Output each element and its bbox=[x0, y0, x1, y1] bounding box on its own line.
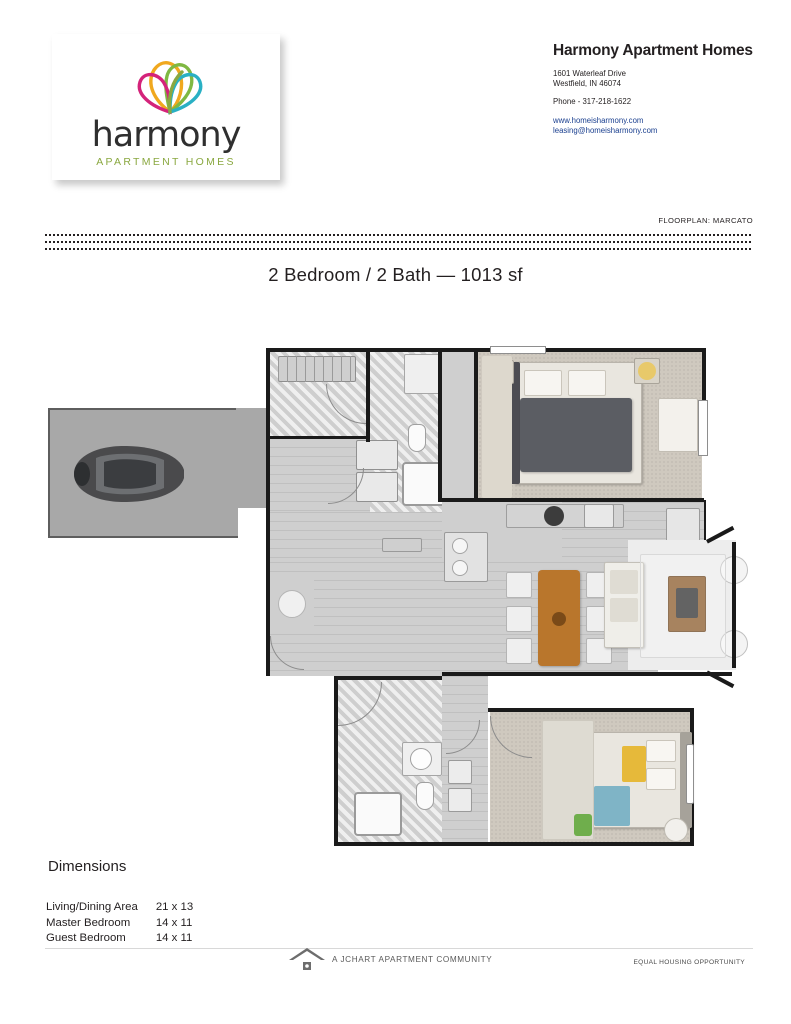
laundry-hall-floor bbox=[442, 676, 488, 842]
phone-number: Phone - 317-218-1622 bbox=[553, 97, 632, 107]
bed-duvet bbox=[520, 398, 632, 472]
laundry-washer-icon bbox=[448, 760, 472, 784]
house-roof-icon bbox=[288, 946, 326, 972]
page-title: 2 Bedroom / 2 Bath — 1013 sf bbox=[268, 264, 523, 285]
master-window-right bbox=[698, 400, 708, 456]
community-name: Harmony Apartment Homes bbox=[553, 42, 753, 59]
floorplan-graphic bbox=[38, 340, 753, 870]
bay-window-wall bbox=[732, 542, 736, 668]
guest-toilet-icon bbox=[416, 782, 434, 810]
guest-blanket bbox=[594, 786, 630, 826]
pillow-left bbox=[524, 370, 562, 396]
refrigerator-icon bbox=[584, 504, 614, 528]
dimension-label: Guest Bedroom bbox=[46, 932, 126, 944]
leaf-flower-icon bbox=[124, 48, 216, 118]
floorplan-tag: FLOORPLAN: MARCATO bbox=[658, 216, 753, 225]
dining-chair-1 bbox=[506, 572, 532, 598]
dimension-value: 14 x 11 bbox=[155, 916, 193, 929]
linen-closet bbox=[356, 440, 398, 470]
website-link[interactable]: www.homeisharmony.com bbox=[553, 115, 644, 125]
dimension-label: Master Bedroom bbox=[46, 916, 131, 929]
guest-sink-icon bbox=[410, 748, 432, 770]
table-row bbox=[46, 931, 193, 947]
kitchen-island bbox=[444, 532, 488, 582]
logo-block bbox=[52, 34, 280, 180]
range-hood-icon bbox=[382, 538, 422, 552]
toilet-icon bbox=[408, 424, 426, 452]
email-link[interactable]: leasing@homeisharmony.com bbox=[553, 126, 658, 136]
dimensions-table bbox=[46, 900, 193, 947]
divider-rule-mid bbox=[45, 241, 753, 243]
driveway-edge-bottom bbox=[48, 536, 238, 538]
footer-brand bbox=[288, 946, 492, 972]
table-row bbox=[46, 916, 193, 932]
logo-wordmark: harmony bbox=[91, 115, 241, 155]
logo-tagline: APARTMENT HOMES bbox=[96, 156, 236, 168]
address-line-1: 1601 Waterleaf Drive bbox=[553, 69, 626, 78]
cooktop-icon bbox=[544, 506, 564, 526]
wall-bath-right bbox=[438, 352, 442, 502]
living-rug bbox=[640, 554, 726, 658]
master-window-top bbox=[490, 346, 546, 354]
sofa-cushion-1 bbox=[610, 570, 638, 594]
address-line-2: Westfield, IN 46074 bbox=[553, 79, 621, 89]
dimensions-heading: Dimensions bbox=[48, 858, 127, 875]
island-sink-icon bbox=[452, 538, 468, 554]
footer-community-text: A JCHART APARTMENT COMMUNITY bbox=[332, 954, 493, 964]
driveway-edge-top bbox=[48, 408, 238, 410]
driveway-edge-left bbox=[48, 408, 50, 538]
bedroom-rug bbox=[482, 356, 512, 498]
dimension-label: Living/Dining Area bbox=[46, 901, 138, 913]
wall-bath-left bbox=[366, 352, 370, 442]
dining-chair-3 bbox=[506, 638, 532, 664]
laundry-dryer-icon bbox=[448, 788, 472, 812]
pillow-right bbox=[568, 370, 606, 396]
divider-rule-bottom bbox=[45, 248, 753, 250]
dimension-value: 14 x 11 bbox=[155, 932, 193, 944]
lamp-right-icon bbox=[638, 362, 656, 380]
dimension-value: 21 x 13 bbox=[155, 901, 194, 913]
guest-side-table bbox=[664, 818, 688, 842]
shelf-lines bbox=[278, 356, 356, 382]
equal-housing-text: EQUAL HOUSING OPPORTUNITY bbox=[633, 959, 745, 966]
wall-master-left bbox=[474, 352, 478, 502]
guest-accent-pillow bbox=[622, 746, 646, 782]
divider-rule-top bbox=[45, 234, 753, 236]
guest-plant-icon bbox=[574, 814, 592, 836]
island-sink-2-icon bbox=[452, 560, 468, 576]
guest-window bbox=[686, 744, 694, 804]
master-closet bbox=[442, 352, 478, 502]
table-row bbox=[46, 900, 193, 916]
wall-lower-bottom bbox=[334, 842, 694, 846]
bedroom-bench bbox=[658, 398, 698, 452]
table-centerpiece bbox=[552, 612, 566, 626]
guest-tub-icon bbox=[354, 792, 402, 836]
dining-chair-2 bbox=[506, 606, 532, 632]
car-icon bbox=[60, 438, 188, 510]
guest-pillow-2 bbox=[646, 768, 676, 790]
contact-block bbox=[553, 42, 753, 137]
vanity-counter bbox=[404, 354, 440, 394]
wall-bath-bottom bbox=[270, 436, 370, 439]
guest-pillow-1 bbox=[646, 740, 676, 762]
sofa-cushion-2 bbox=[610, 598, 638, 622]
entry-table-icon bbox=[278, 590, 306, 618]
